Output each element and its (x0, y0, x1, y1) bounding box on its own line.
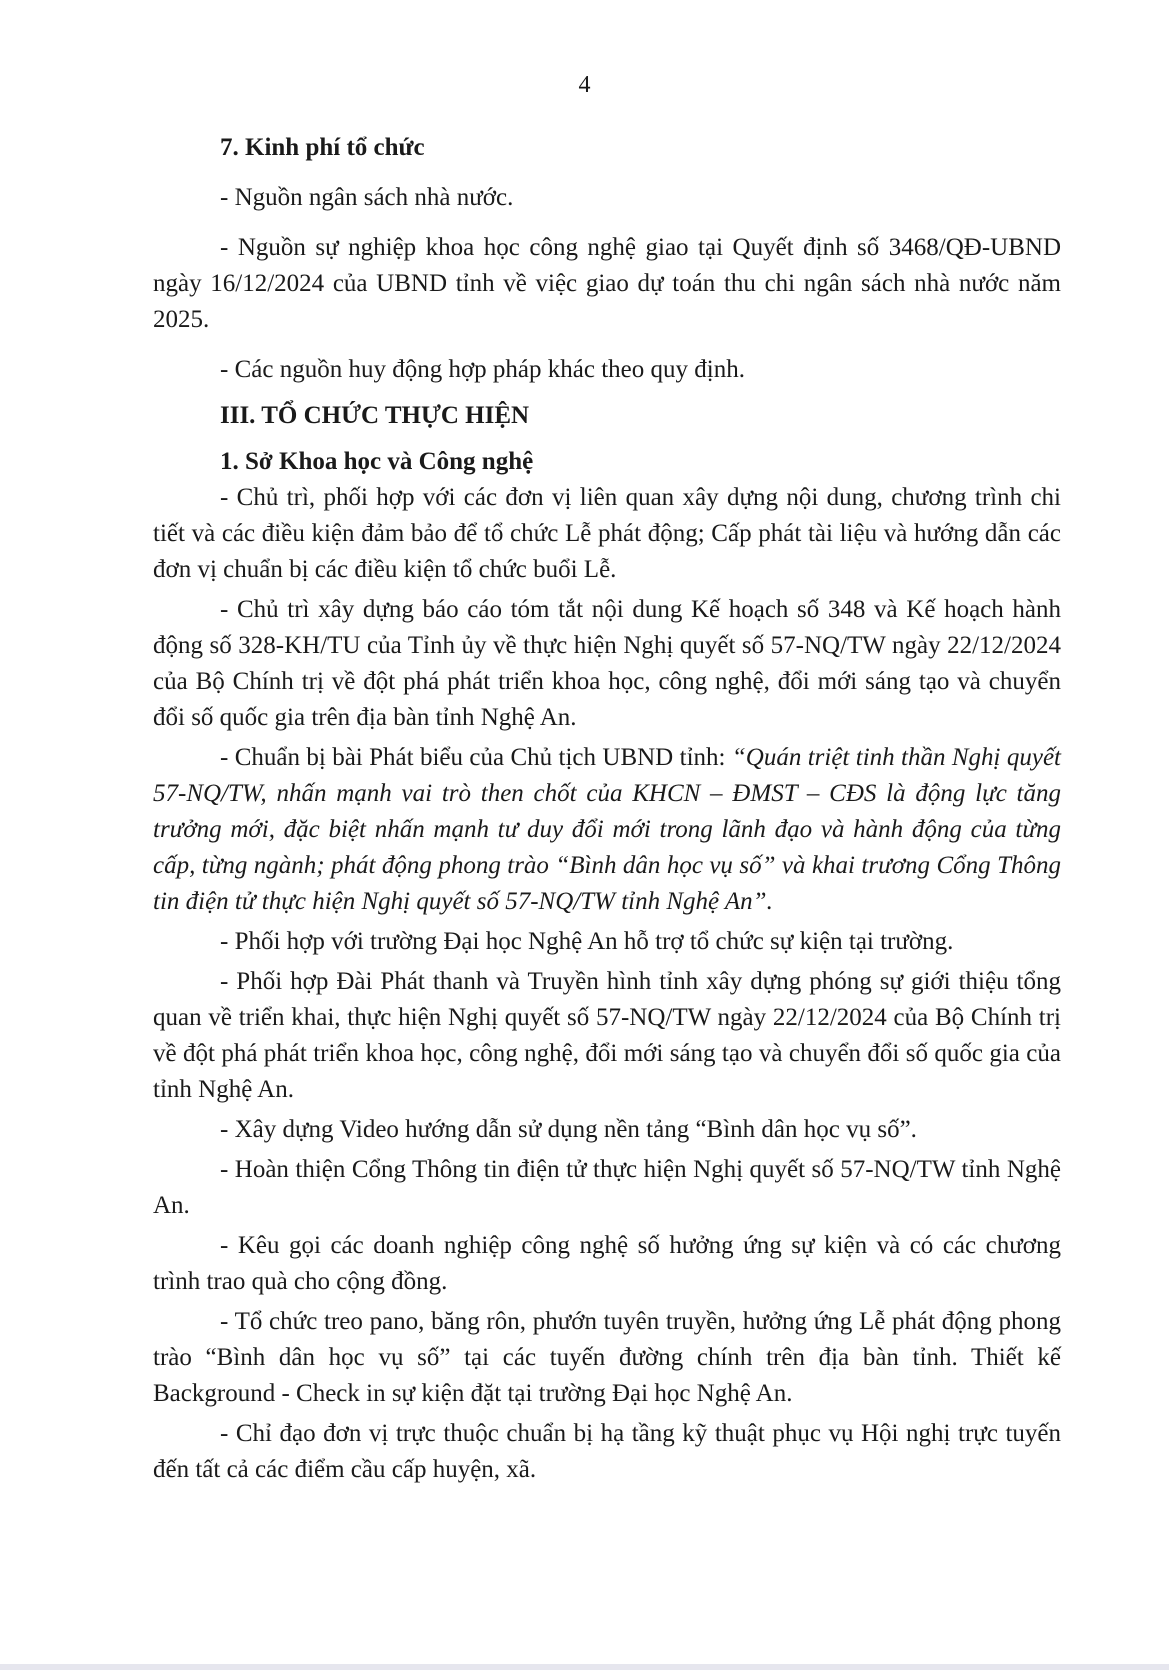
funding-item-1: - Nguồn ngân sách nhà nước. (220, 184, 514, 211)
task-paragraph-8: - Kêu gọi các doanh nghiệp công nghệ số hưởng ứng sự kiện và có các chương trình trao quà cho cộng đồng. (153, 1232, 1061, 1295)
task-paragraph-5: - Phối hợp Đài Phát thanh và Truyền hình tỉnh xây dựng phóng sự giới thiệu tổng quan về triển khai, thực hiện Nghị quyết số 57-NQ/TW ngày 22/12/2024 của Bộ Chính trị về đột phá phát triển khoa học, công nghệ, đổi mới sáng tạo và chuyển đổi số quốc gia của tỉnh Nghệ An. (153, 968, 1061, 1103)
task-paragraph-2: - Chủ trì xây dựng báo cáo tóm tắt nội dung Kế hoạch số 348 và Kế hoạch hành động số 328-KH/TU của Tỉnh ủy về thực hiện Nghị quyết số 57-NQ/TW ngày 22/12/2024 của Bộ Chính trị về đột phá phát triển khoa học, công nghệ, đổi mới sáng tạo và chuyển đổi số quốc gia trên địa bàn tỉnh Nghệ An. (153, 596, 1061, 731)
bottom-edge-bar (0, 1664, 1169, 1670)
document-body (153, 130, 1061, 1488)
funding-item-3: - Các nguồn huy động hợp pháp khác theo quy định. (220, 356, 745, 383)
speech-lead-text: - Chuẩn bị bài Phát biểu của Chủ tịch UBND tỉnh: (220, 744, 732, 771)
task-paragraph-7: - Hoàn thiện Cổng Thông tin điện tử thực hiện Nghị quyết số 57-NQ/TW tỉnh Nghệ An. (153, 1156, 1061, 1219)
section-7-heading: 7. Kinh phí tổ chức (220, 134, 425, 161)
subsection-1-heading: 1. Sở Khoa học và Công nghệ (220, 448, 534, 475)
speech-quote: “Quán triệt tinh thần Nghị quyết 57-NQ/TW, nhấn mạnh vai trò then chốt của KHCN – ĐMST – CĐS là động lực tăng trưởng mới, đặc biệt nhấn mạnh tư duy đổi mới trong lãnh đạo và hành động của từng cấp, từng ngành; phát động phong trào “Bình dân học vụ số” và khai trương Cổng Thông tin điện tử thực hiện Nghị quyết số 57-NQ/TW tỉnh Nghệ An”. (153, 744, 1062, 915)
task-paragraph-6: - Xây dựng Video hướng dẫn sử dụng nền tảng “Bình dân học vụ số”. (220, 1116, 917, 1143)
funding-item-2: - Nguồn sự nghiệp khoa học công nghệ giao tại Quyết định số 3468/QĐ-UBND ngày 16/12/2024 của UBND tỉnh về việc giao dự toán thu chi ngân sách nhà nước năm 2025. (153, 234, 1061, 333)
page-number: 4 (578, 72, 591, 98)
section-3-heading: III. TỔ CHỨC THỰC HIỆN (220, 402, 530, 429)
task-paragraph-9: - Tổ chức treo pano, băng rôn, phướn tuyên truyền, hưởng ứng Lễ phát động phong trào “Bình dân học vụ số” tại các tuyến đường chính trên địa bàn tỉnh. Thiết kế Background - Check in sự kiện đặt tại trường Đại học Nghệ An. (153, 1308, 1061, 1407)
task-paragraph-4: - Phối hợp với trường Đại học Nghệ An hỗ trợ tổ chức sự kiện tại trường. (220, 928, 954, 955)
task-paragraph-1: - Chủ trì, phối hợp với các đơn vị liên quan xây dựng nội dung, chương trình chi tiết và các điều kiện đảm bảo để tổ chức Lễ phát động; Cấp phát tài liệu và hướng dẫn các đơn vị chuẩn bị các điều kiện tổ chức buổi Lễ. (153, 484, 1061, 583)
task-paragraph-3 (153, 740, 1061, 920)
task-paragraph-10: - Chỉ đạo đơn vị trực thuộc chuẩn bị hạ tầng kỹ thuật phục vụ Hội nghị trực tuyến đến tất cả các điểm cầu cấp huyện, xã. (153, 1420, 1061, 1483)
